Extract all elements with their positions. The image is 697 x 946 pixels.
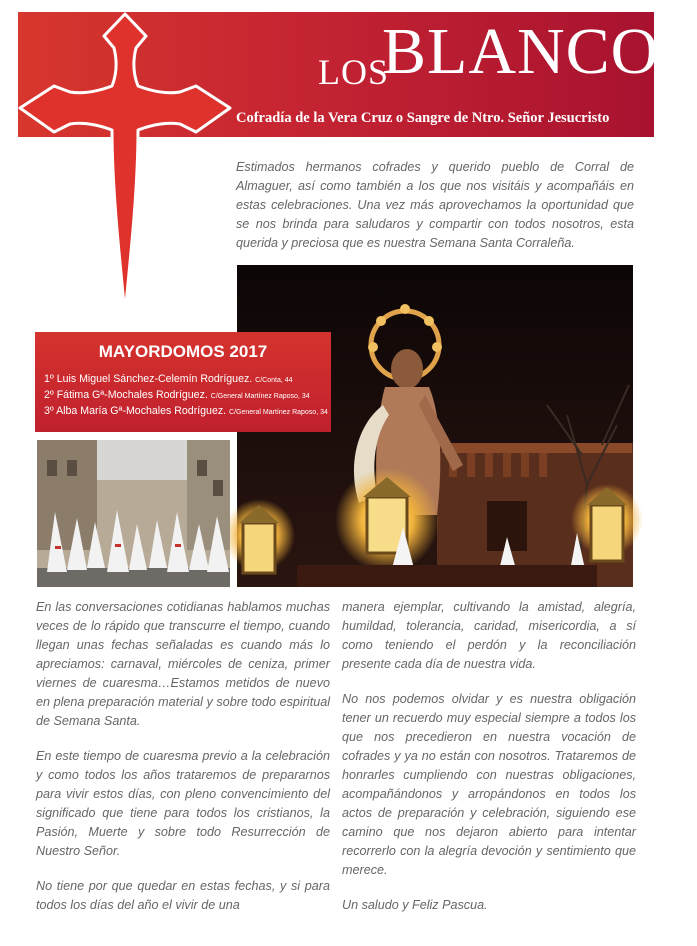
mayordomos-title: MAYORDOMOS 2017 bbox=[98, 342, 268, 361]
body-paragraph: No nos podemos olvidar y es nuestra obligación tener un recuerdo muy especial siempre a todos los que nos precedieron en nuestra vocación de cofrades y ya no están con nosotros. Trataremos de honrarles cumpliendo con nuestras obligaciones, acompañándonos y arropándonos en todos los actos de preparación y celebración, siguiendo ese camino que nos dejaron abierto para intentar recorrerlo con la alegría devoción y sentimiento que merece. bbox=[342, 692, 636, 877]
body-paragraph: manera ejemplar, cultivando la amistad, alegría, humildad, tolerancia, caridad, misericordia, a sí como teniendo el perdón y la reconciliación presente cada día de nuestra vida. bbox=[342, 600, 636, 671]
body-paragraph: Un saludo y Feliz Pascua. bbox=[342, 898, 488, 912]
mayordomo-item bbox=[44, 389, 310, 401]
cross-of-saint-james-icon bbox=[18, 14, 233, 314]
street-illustration bbox=[37, 440, 230, 587]
mayordomo-address: C/General Martínez Raposo, 34 bbox=[229, 409, 328, 416]
body-column-left bbox=[36, 598, 330, 931]
body-column-right bbox=[342, 598, 636, 931]
mayordomo-item bbox=[44, 373, 293, 385]
intro-paragraph: Estimados hermanos cofrades y querido pueblo de Corral de Almaguer, así como también a los que nos visitáis y acompañáis en estas celebraciones. Una vez más aprovechamos la oportunidad que se nos brinda para saludaros y compartir con todos nosotros, esta querida y preciosa que es nuestra Semana Santa Corraleña. bbox=[236, 160, 634, 250]
street-procession-photo bbox=[37, 440, 230, 587]
body-paragraph: En este tiempo de cuaresma previo a la celebración y como todos los años trataremos de prepararnos para vivir estos días, con pleno convencimiento del significado que tiene para todos los cristianos, la Pasión, Muerte y sobre todo Resurrección de Nuestro Señor. bbox=[36, 749, 330, 858]
mayordomo-name: 3º Alba María Gª-Mochales Rodríguez. bbox=[44, 405, 227, 417]
body-paragraph: No tiene por que quedar en estas fechas, y si para todos los días del año el vivir de una bbox=[36, 879, 330, 912]
mayordomo-address: C/Conta, 44 bbox=[255, 377, 293, 384]
mayordomo-item bbox=[44, 405, 328, 417]
title-los: LOS bbox=[318, 52, 390, 92]
mayordomo-address: C/General Martínez Raposo, 34 bbox=[210, 393, 310, 400]
mayordomo-name: 2º Fátima Gª-Mochales Rodríguez. bbox=[44, 389, 208, 401]
body-paragraph: En las conversaciones cotidianas hablamos muchas veces de lo rápido que transcurre el tiempo, cuando llegan unas fechas señaladas es cuando más lo apreciamos: carnaval, miércoles de ceniza, primer viernes de cuaresma…Estamos metidos de nuevo en plena preparación material y sobre todo espiritual de Semana Santa. bbox=[36, 600, 330, 728]
mayordomo-name: 1º Luis Miguel Sánchez-Celemín Rodríguez. bbox=[44, 373, 253, 385]
mayordomos-box bbox=[35, 332, 331, 432]
title-blancos: BLANCOS bbox=[382, 15, 697, 88]
subtitle: Cofradía de la Vera Cruz o Sangre de Ntro. Señor Jesucristo bbox=[236, 110, 610, 126]
